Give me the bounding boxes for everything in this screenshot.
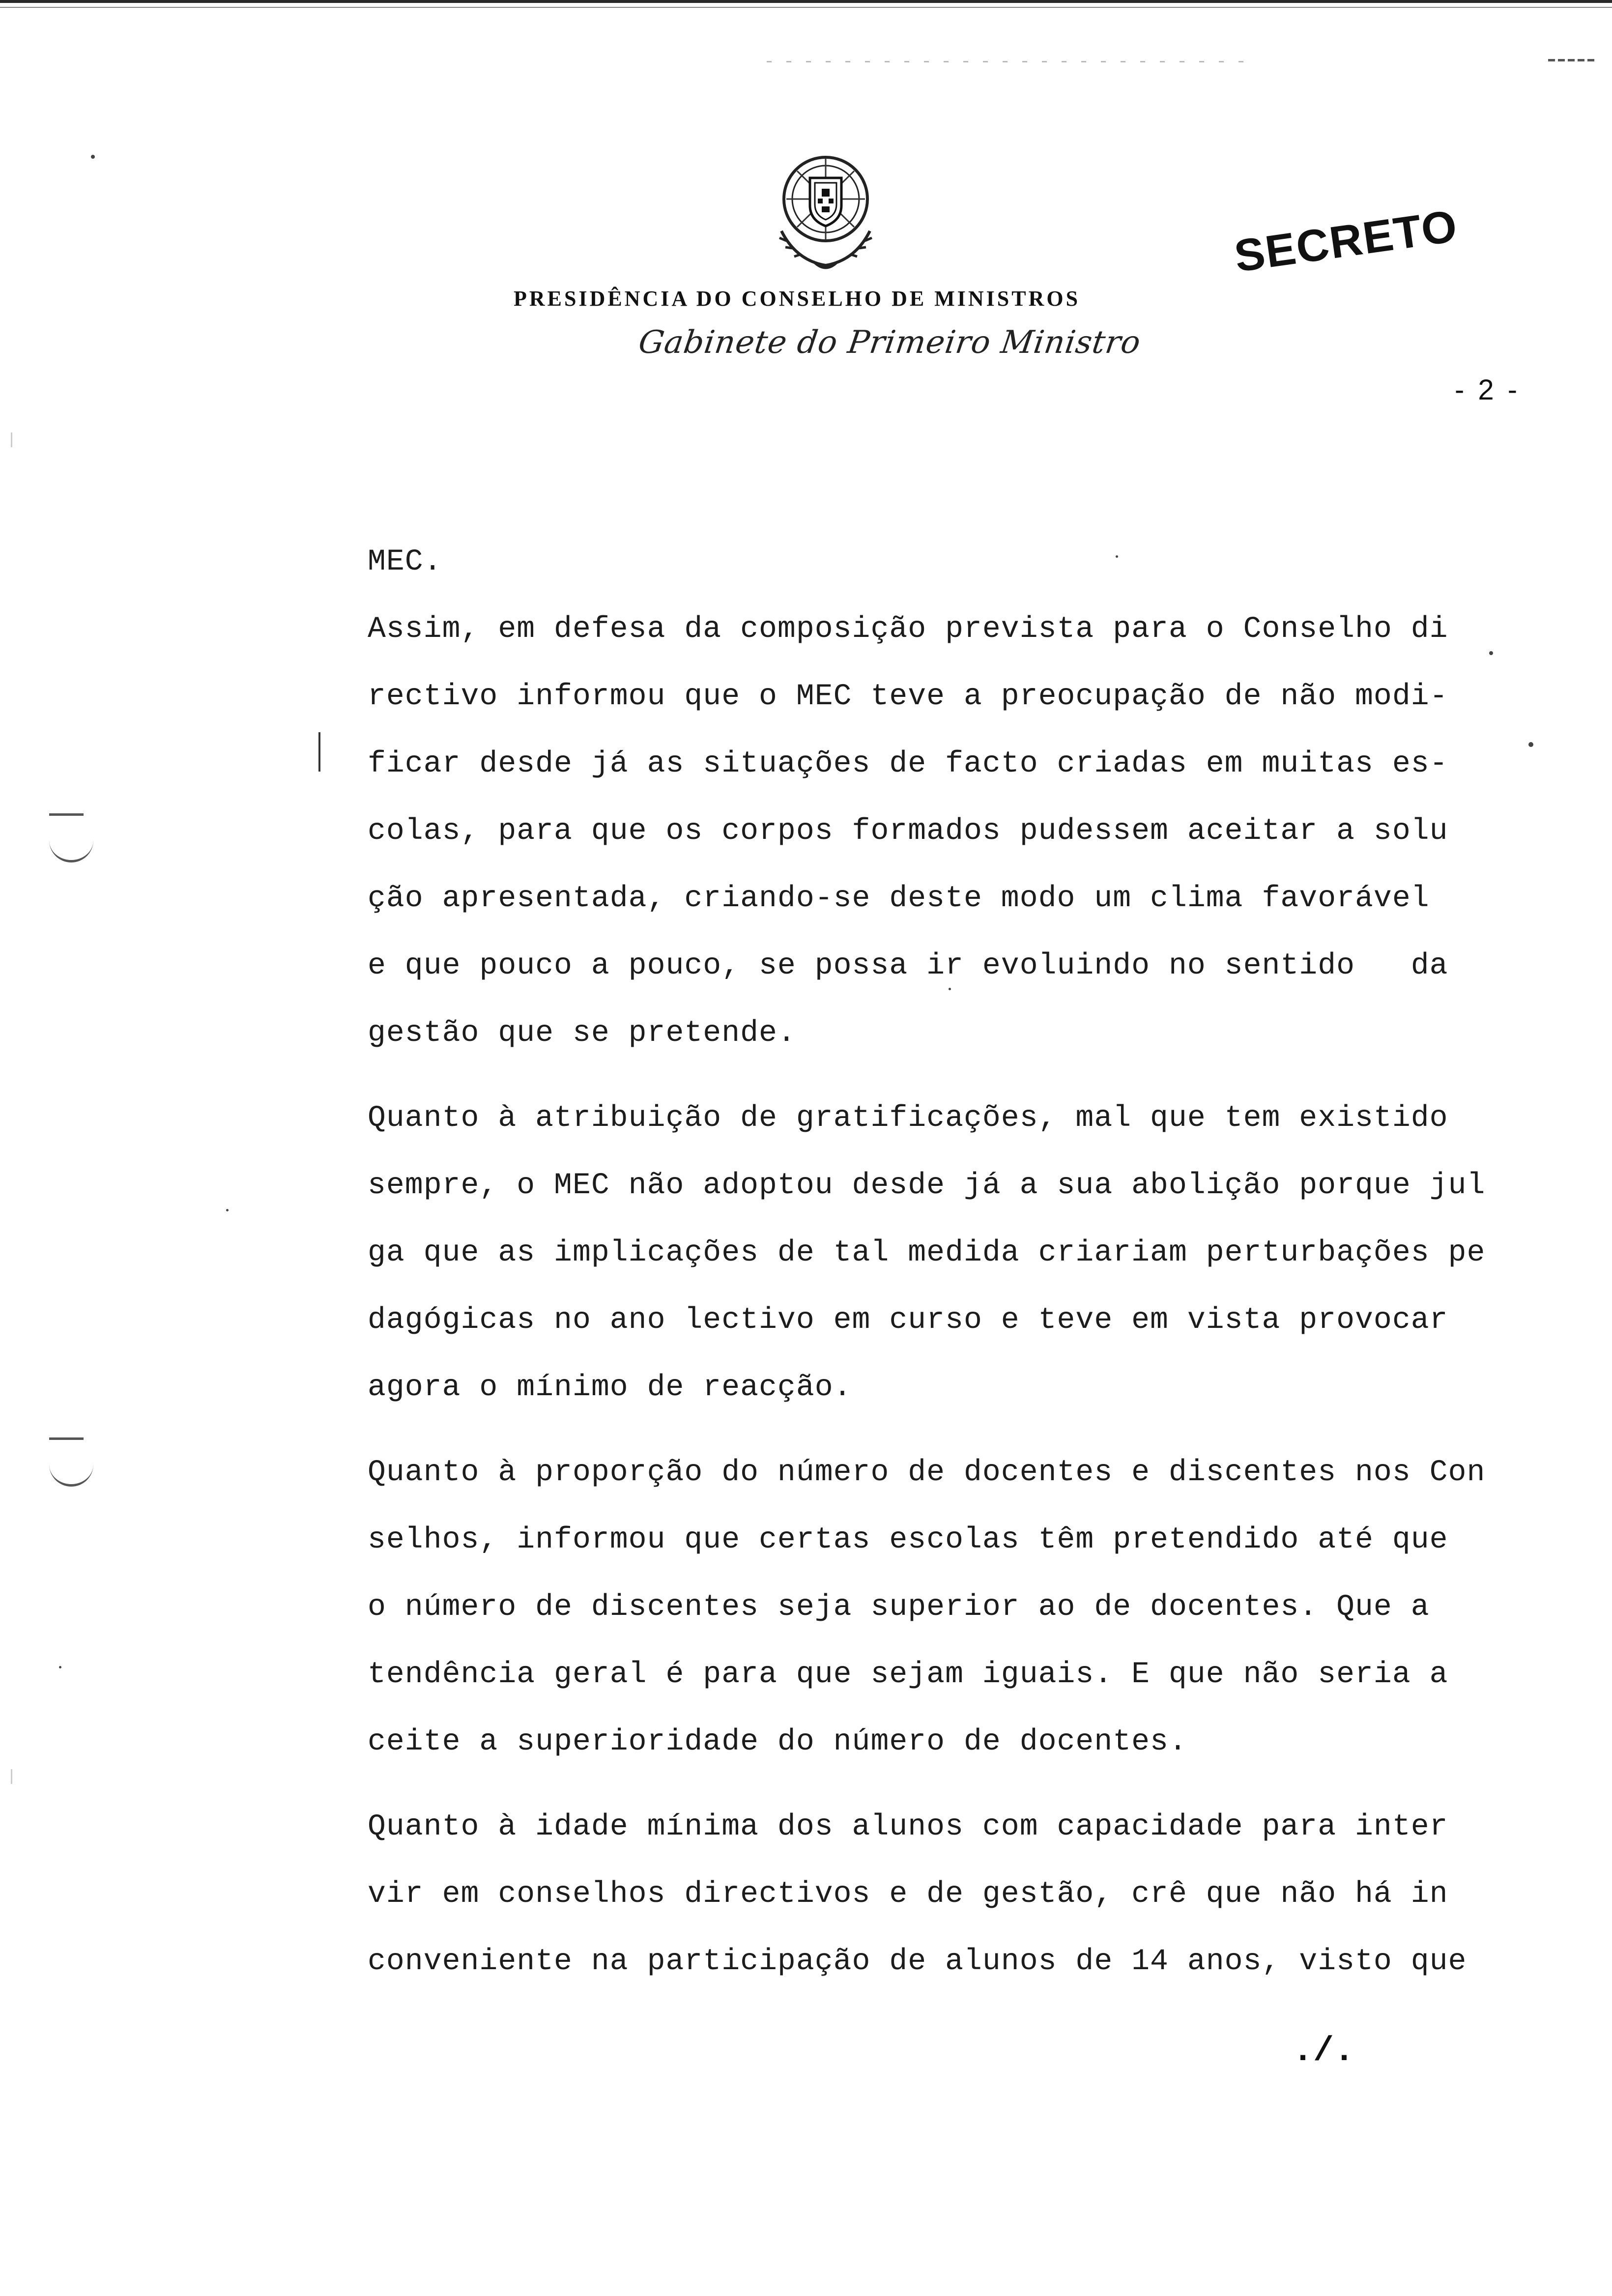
document-body (368, 528, 1486, 1995)
text-line: vir em conselhos directivos e de gestão, crê que não há in (368, 1877, 1448, 1911)
continuation-mark: ./. (1293, 2032, 1355, 2071)
text-line: agora o mínimo de reacção. (368, 1371, 852, 1405)
scan-edge-top (0, 0, 1612, 3)
scan-edge-line (0, 7, 1612, 8)
scan-speck (91, 155, 95, 159)
margin-mark (11, 1769, 12, 1784)
margin-tick (318, 732, 320, 772)
page-number: - 2 - (1455, 374, 1521, 406)
cabinet-name: Gabinete do Primeiro Ministro (636, 324, 1143, 361)
scan-dash-artifact (767, 61, 1258, 62)
text-line: colas, para que os corpos formados pudessem aceitar a solu (368, 814, 1448, 848)
text-line: o número de discentes seja superior ao de docentes. Que a (368, 1590, 1430, 1624)
paragraph (368, 1793, 1467, 1995)
text-line: tendência geral é para que sejam iguais. E que não seria a (368, 1658, 1448, 1692)
text-line: sempre, o MEC não adoptou desde já a sua abolição porque jul (368, 1169, 1486, 1203)
coat-of-arms-seal-icon (767, 147, 885, 275)
text-line: ceite a superioridade do número de docentes. (368, 1725, 1187, 1759)
text-line: ficar desde já as situações de facto criadas em muitas es- (368, 747, 1448, 781)
text-line: dagógicas no ano lectivo em curso e teve em vista provocar (368, 1303, 1448, 1337)
organization-name: PRESIDÊNCIA DO CONSELHO DE MINISTROS (514, 287, 1081, 311)
margin-mark (11, 432, 12, 447)
scan-speck (1528, 742, 1533, 747)
text-line: rectivo informou que o MEC teve a preocupação de não modi- (368, 680, 1448, 714)
classification-stamp: SECRETO (1231, 201, 1461, 282)
scan-speck (59, 1666, 61, 1668)
text-line: Quanto à idade mínima dos alunos com capacidade para inter (368, 1810, 1448, 1844)
scan-speck (1489, 651, 1493, 655)
scan-speck (226, 1209, 229, 1211)
paragraph (368, 1085, 1486, 1421)
text-line: conveniente na participação de alunos de 14 anos, visto que (368, 1945, 1467, 1979)
text-line: Quanto à atribuição de gratificações, mal que tem existido (368, 1101, 1448, 1135)
punch-hole-mark-top (49, 813, 84, 816)
scan-dash-artifact-right (1548, 59, 1597, 61)
text-line: MEC. (368, 545, 442, 579)
paragraph (368, 1439, 1486, 1776)
text-line: selhos, informou que certas escolas têm pretendido até que (368, 1523, 1448, 1557)
text-line: Quanto à proporção do número de docentes e discentes nos Con (368, 1456, 1486, 1490)
paragraph (368, 596, 1449, 1067)
text-line: Assim, em defesa da composição prevista para o Conselho di (368, 612, 1448, 646)
text-line: e que pouco a pouco, se possa ir evoluindo no sentido da (368, 949, 1448, 983)
paragraph (368, 528, 1449, 596)
text-line: gestão que se pretende. (368, 1016, 796, 1050)
text-line: ção apresentada, criando-se deste modo um clima favorável (368, 882, 1430, 916)
text-line: ga que as implicações de tal medida criariam perturbações pe (368, 1236, 1486, 1270)
punch-hole-mark (49, 1450, 93, 1487)
punch-hole-mark-top (49, 1437, 84, 1440)
punch-hole-mark (49, 826, 93, 862)
